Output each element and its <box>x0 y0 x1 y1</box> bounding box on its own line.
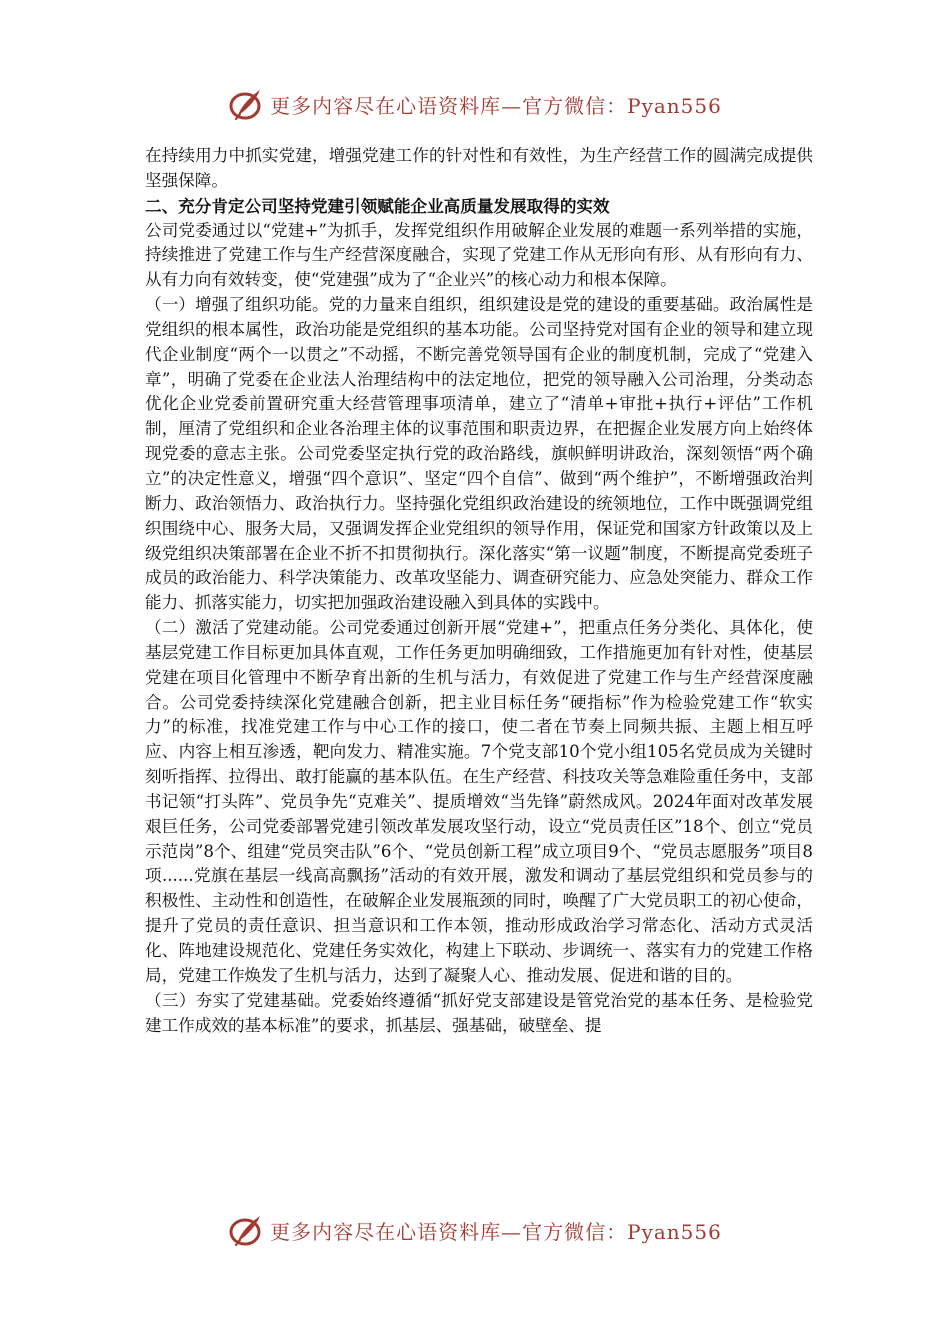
paragraph: （二）激活了党建动能。公司党委通过创新开展“党建+”，把重点任务分类化、具体化，使基层党建工作目标更加具体直观，工作任务更加明确细致，工作措施更加有针对性，使基层党建在项目化管理中不断孕育出新的生机与活力，有效促进了党建工作与生产经营深度融合。公司党委持续深化党建融合创新，把主业目标任务“硬指标”作为检验党建工作“软实力”的标准，找准党建工作与中心工作的接口，使二者在节奏上同频共振、主题上相互呼应、内容上相互渗透，靶向发力、精准实施。7个党支部10个党小组105名党员成为关键时刻听指挥、拉得出、敢打能赢的基本队伍。在生产经营、科技攻关等急难险重任务中，支部书记领“打头阵”、党员争先“克难关”、提质增效“当先锋”蔚然成风。2024年面对改革发展艰巨任务，公司党委部署党建引领改革发展攻坚行动，设立“党员责任区”18个、创立“党员示范岗”8个、组建“党员突击队”6个、“党员创新工程”成立项目9个、“党员志愿服务”项目8项......党旗在基层一线高高飘扬”活动的有效开展，激发和调动了基层党组织和党员参与的积极性、主动性和创造性，在破解企业发展瓶颈的同时，唤醒了广大党员职工的初心使命，提升了党员的责任意识、担当意识和工作本领，推动形成政治学习常态化、活动方式灵活化、阵地建设规范化、党建任务实效化，构建上下联动、步调统一、落实有力的党建工作格局，党建工作焕发了生机与活力，达到了凝聚人心、推动发展、促进和谐的目的。 <box>145 618 813 985</box>
paragraph: 公司党委通过以“党建+”为抓手，发挥党组织作用破解企业发展的难题一系列举措的实施，持续推进了党建工作与生产经营深度融合，实现了党建工作从无形向有形、从有形向有力、从有力向有效转变，使“党建强”成为了“企业兴”的核心动力和根本保障。 <box>145 220 813 290</box>
header-banner <box>0 84 950 124</box>
feather-pen-icon <box>228 1213 264 1247</box>
feather-pen-icon <box>228 87 264 121</box>
section-heading: 二、充分肯定公司坚持党建引领赋能企业高质量发展取得的实效 <box>145 195 610 216</box>
footer-banner <box>0 1210 950 1250</box>
paragraph: （三）夯实了党建基础。党委始终遵循“抓好党支部建设是管党治党的基本任务、是检验党建工作成效的基本标准”的要求，抓基层、强基础，破壁垒、提 <box>145 990 813 1035</box>
paragraph: 在持续用力中抓实党建，增强党建工作的针对性和有效性，为生产经营工作的圆满完成提供坚强保障。 <box>145 146 813 190</box>
banner-text: 更多内容尽在心语资料库—官方微信：Pyan556 <box>270 1219 722 1244</box>
paragraph: （一）增强了组织功能。党的力量来自组织，组织建设是党的建设的重要基础。政治属性是党组织的根本属性，政治功能是党组织的基本功能。公司坚持党对国有企业的领导和建立现代企业制度“两个一以贯之”不动摇，不断完善党领导国有企业的制度机制，完成了“党建入章”，明确了党委在企业法人治理结构中的法定地位，把党的领导融入公司治理，分类动态优化企业党委前置研究重大经营管理事项清单，建立了“清单+审批+执行+评估”工作机制，厘清了党组织和企业各治理主体的议事范围和职责边界，在把握企业发展方向上始终体现党委的意志主张。公司党委坚定执行党的政治路线，旗帜鲜明讲政治，深刻领悟“两个确立”的决定性意义，增强“四个意识”、坚定“四个自信”、做到“两个维护”，不断增强政治判断力、政治领悟力、政治执行力。坚持强化党组织政治建设的统领地位，工作中既强调党组织围绕中心、服务大局，又强调发挥企业党组织的领导作用，保证党和国家方针政策以及上级党组织决策部署在企业不折不扣贯彻执行。深化落实“第一议题”制度，不断提高党委班子成员的政治能力、科学决策能力、改革攻坚能力、调查研究能力、应急处突能力、群众工作能力、抓落实能力，切实把加强政治建设融入到具体的实践中。 <box>145 295 813 613</box>
document-body <box>145 144 813 1038</box>
banner-text: 更多内容尽在心语资料库—官方微信：Pyan556 <box>270 93 722 118</box>
